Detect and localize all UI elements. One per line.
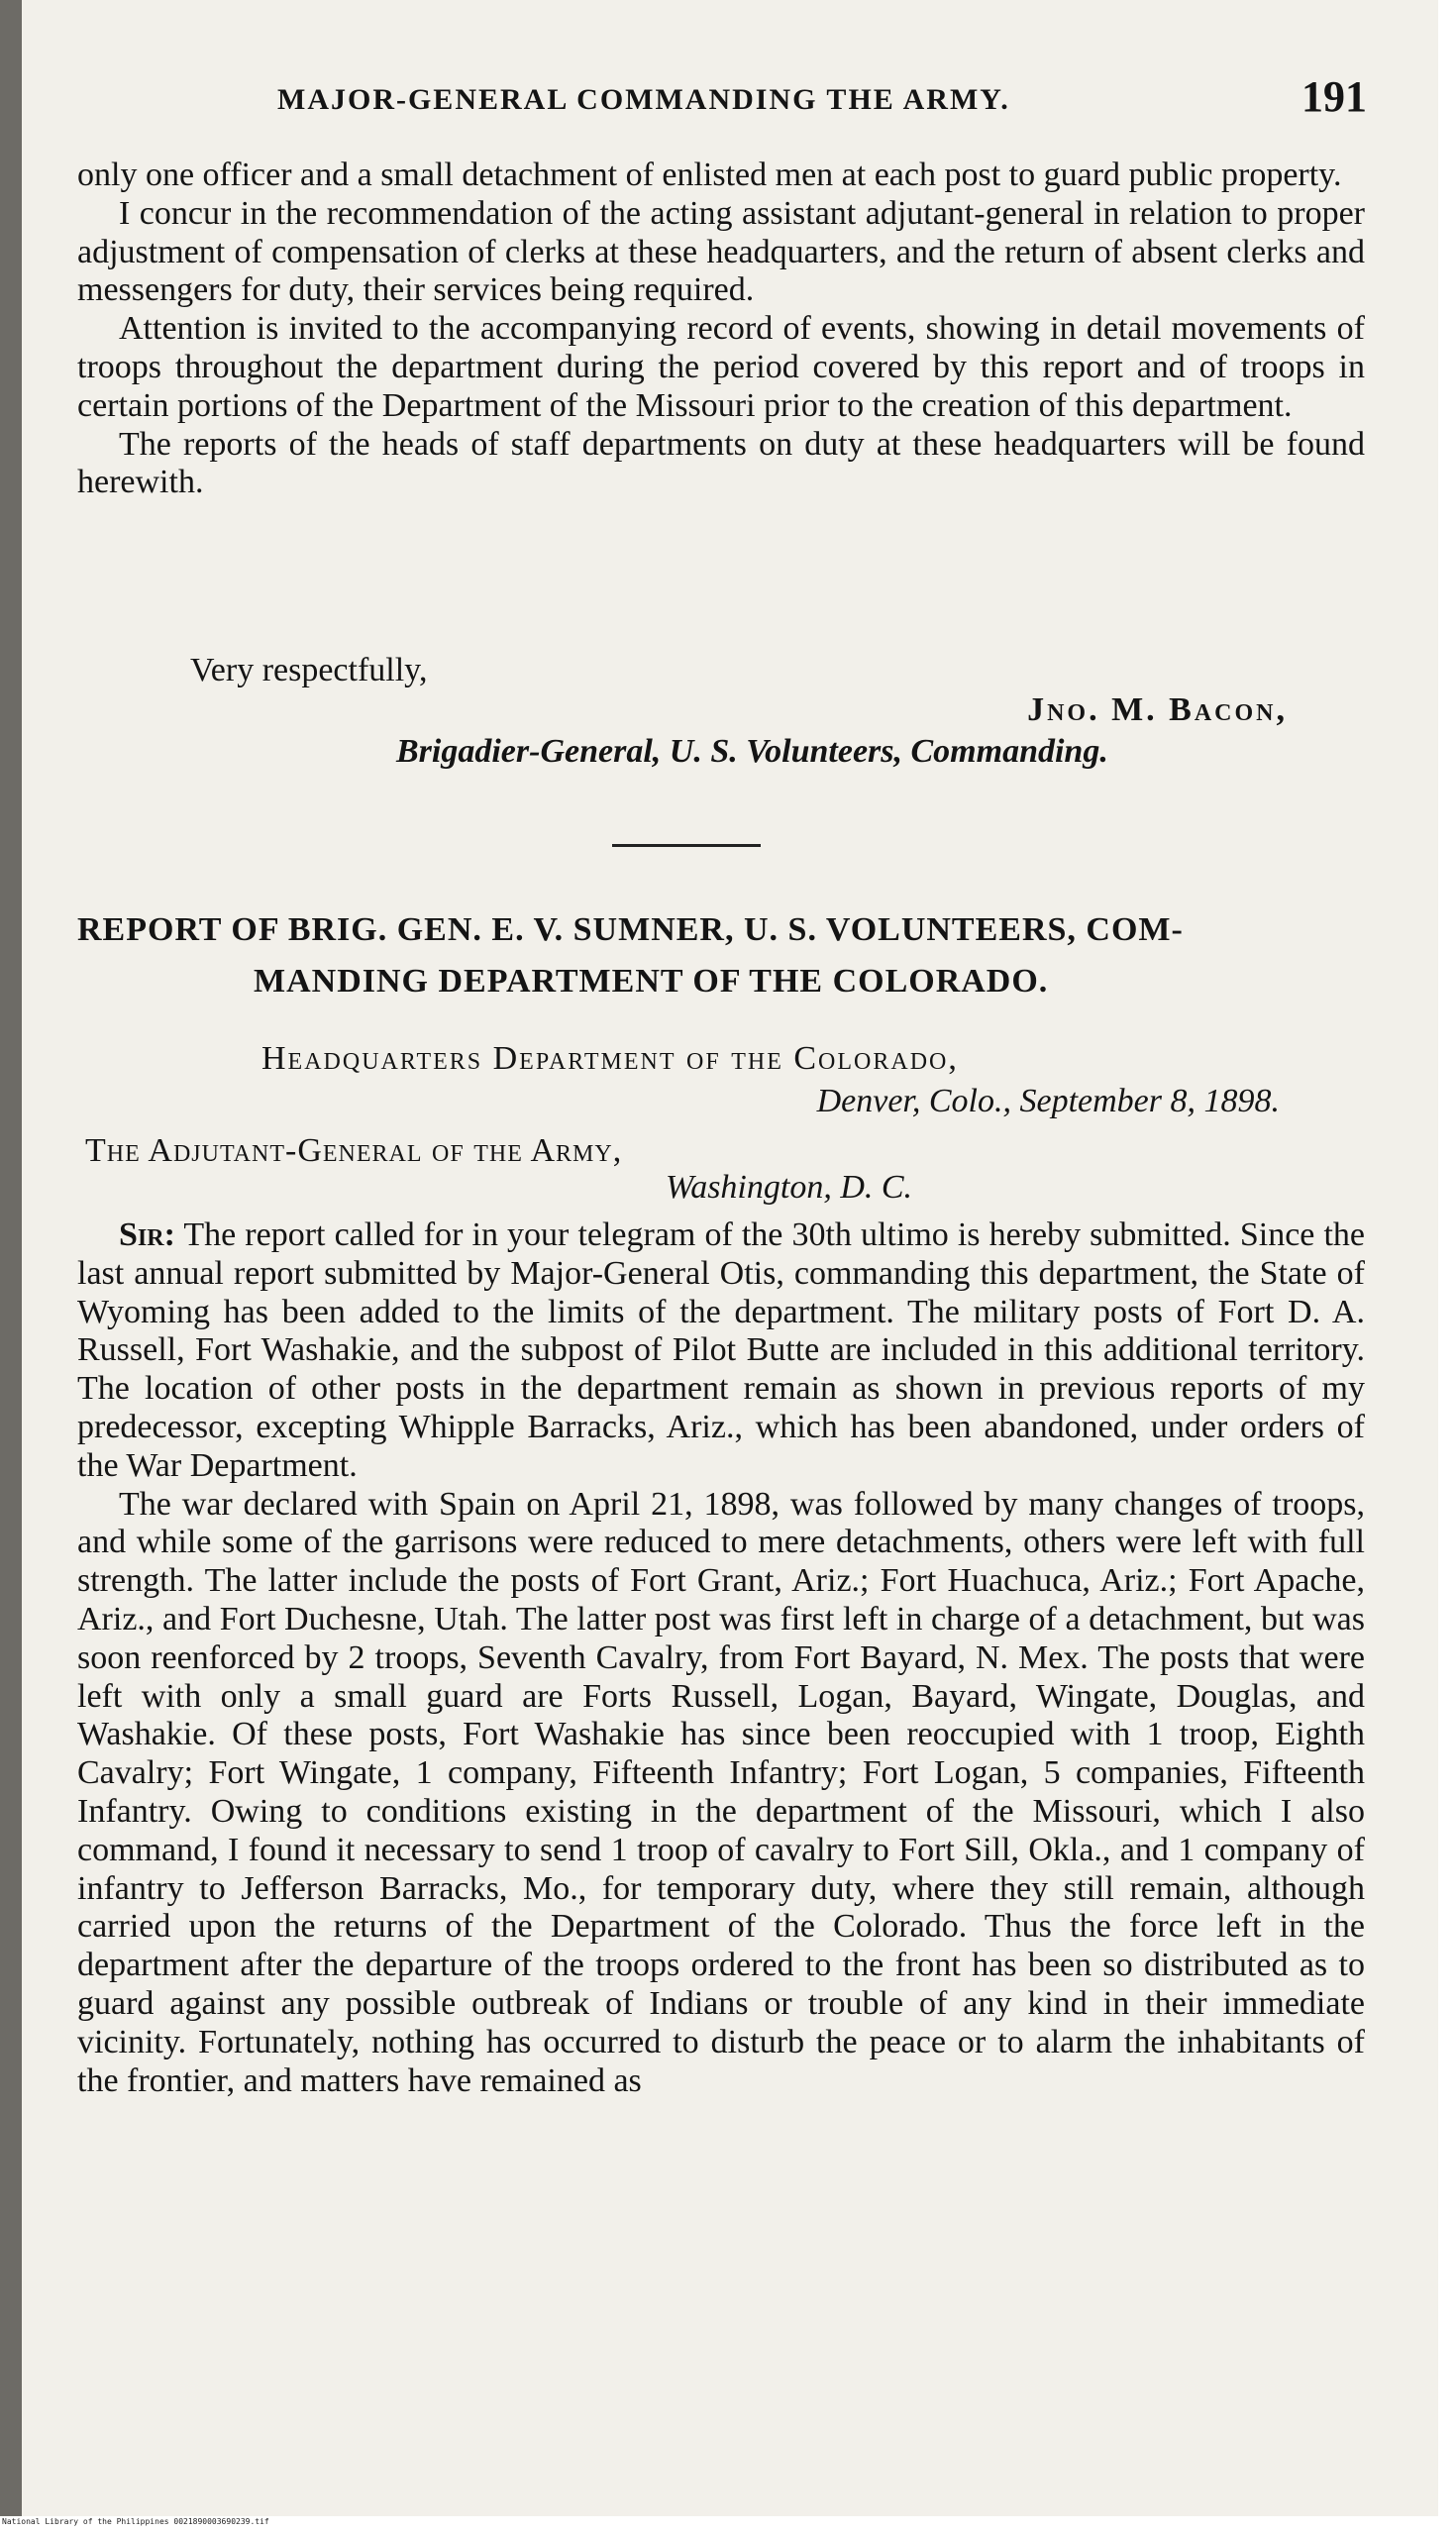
signature-title: Brigadier-General, U. S. Volunteers, Commanding. [396, 733, 1108, 770]
section-divider [612, 844, 761, 847]
page-header [277, 71, 1367, 131]
paragraph [77, 1216, 1365, 1486]
report-heading-line-1: REPORT OF BRIG. GEN. E. V. SUMNER, U. S. VOLUNTEERS, COM- [77, 911, 1184, 948]
paragraph: The reports of the heads of staff departments on duty at these headquarters will be found herewith. [77, 425, 1365, 501]
headquarters-line: Headquarters Department of the Colorado, [261, 1040, 959, 1077]
letter-closing: Very respectfully, [190, 652, 428, 688]
document-page [22, 0, 1438, 2516]
paragraph: Attention is invited to the accompanying record of events, showing in detail movements of troops throughout the department during the period covered by this report and of troops in certain portions of the Department of the Missouri prior to the creation of this department. [77, 310, 1365, 424]
scan-footer-note: National Library of the Philippines 0021890003690239.tif [2, 2517, 269, 2526]
running-title: MAJOR-GENERAL COMMANDING THE ARMY. [277, 83, 1010, 116]
report-body [77, 1216, 1365, 2100]
scan-page-edge [0, 0, 22, 2516]
dateline: Denver, Colo., September 8, 1898. [816, 1083, 1280, 1119]
addressee: The Adjutant-General of the Army, [85, 1132, 623, 1169]
paragraph: only one officer and a small detachment of enlisted men at each post to guard public property. [77, 157, 1342, 193]
addressee-place: Washington, D. C. [666, 1169, 913, 1206]
paragraph: I concur in the recommendation of the acting assistant adjutant-general in relation to proper adjustment of compensation of clerks at these headquarters, and the return of absent clerks and messengers for duty, their services being required. [77, 194, 1365, 309]
salutation: Sir: [119, 1216, 175, 1253]
letter-continuation [77, 157, 1365, 502]
paragraph: The war declared with Spain on April 21, 1898, was followed by many changes of troops, and while some of the garrisons were reduced to mere detachments, others were left with full strength. The latter include the posts of Fort Grant, Ariz.; Fort Huachuca, Ariz.; Fort Apache, Ariz., and Fort Duchesne, Utah. The latter post was first left in charge of a detachment, but was soon reenforced by 2 troops, Seventh Cavalry, from Fort Bayard, N. Mex. The posts that were left with only a small guard are Forts Russell, Logan, Bayard, Wingate, Douglas, and Washakie. Of these posts, Fort Washakie has since been reoccupied with 1 troop, Eighth Cavalry; Fort Wingate, 1 company, Fifteenth Infantry; Fort Logan, 5 companies, Fifteenth Infantry. Owing to conditions existing in the department of the Missouri, which I also command, I found it necessary to send 1 troop of cavalry to Fort Sill, Okla., and 1 company of infantry to Jefferson Barracks, Mo., for temporary duty, where they still remain, although carried upon the returns of the Department of the Colorado. Thus the force left in the department after the departure of the troops ordered to the front has been so distributed as to guard against any possible outbreak of Indians or trouble of any kind in their immediate vicinity. Fortunately, nothing has occurred to disturb the peace or to alarm the inhabitants of the frontier, and matters have remained as [77, 1485, 1365, 2099]
page-number: 191 [1301, 72, 1367, 121]
signature-name: Jno. M. Bacon, [1027, 691, 1288, 728]
report-heading [77, 904, 1365, 1007]
report-heading-line-2: MANDING DEPARTMENT OF THE COLORADO. [254, 963, 1049, 1000]
paragraph-text: The report called for in your telegram of the 30th ultimo is hereby submitted. Since the last annual report submitted by Major-General Otis, commanding this department, the State of Wyoming has been added to the limits of the department. The military posts of Fort D. A. Russell, Fort Washakie, and the subpost of Pilot Butte are included in this additional territory. The location of other posts in the department remain as shown in previous reports of my predecessor, excepting Whipple Barracks, Ariz., which has been abandoned, under orders of the War Department. [77, 1216, 1365, 1484]
